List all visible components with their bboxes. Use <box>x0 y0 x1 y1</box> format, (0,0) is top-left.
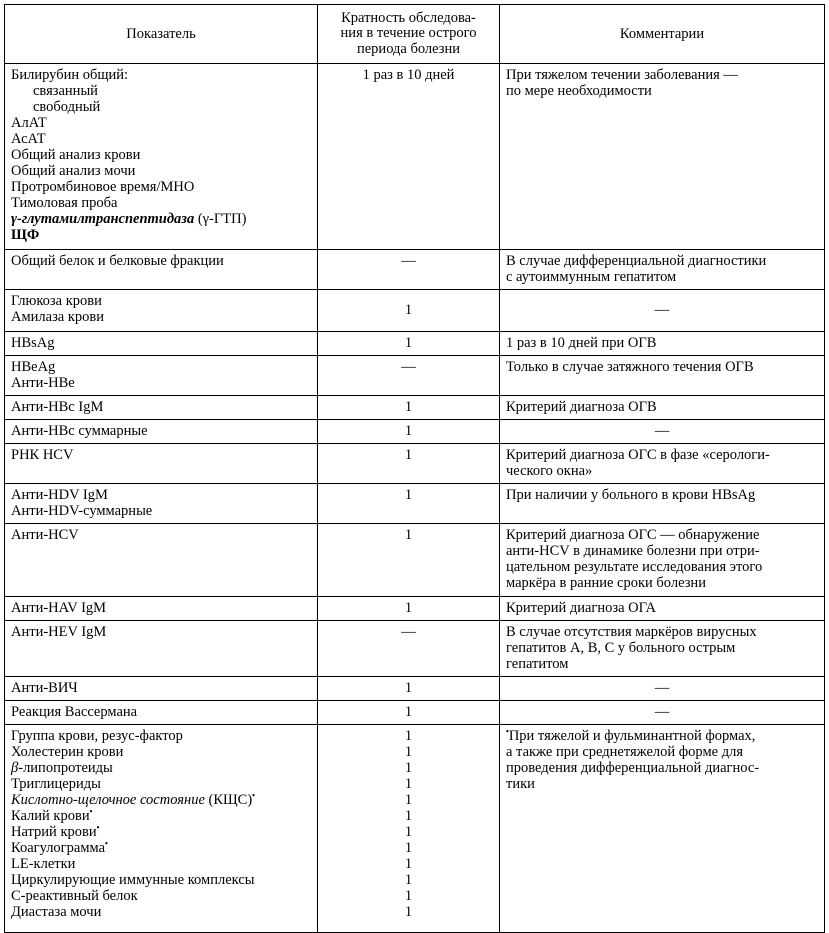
indicator-text: LE-клетки <box>11 856 76 872</box>
comment-text: маркёра в ранние сроки болезни <box>506 575 706 591</box>
frequency-cell <box>318 524 500 597</box>
indicator-text: Анти-HBc суммарные <box>11 423 148 439</box>
indicator-cell <box>5 396 318 420</box>
comment-text: а также при среднетяжелой форме для <box>506 744 743 760</box>
table-row <box>5 484 825 524</box>
footnote-marker-icon: • <box>89 807 93 816</box>
indicator-line <box>11 704 311 720</box>
indicator-line <box>11 487 311 503</box>
indicator-text: Анти-HAV IgM <box>11 600 107 616</box>
comment-text: В случае дифференциальной диагностики <box>506 253 767 269</box>
frequency-value: 1 <box>404 487 413 503</box>
indicator-text: Общий анализ мочи <box>11 163 136 179</box>
comment-text: В случае отсутствия маркёров вирусных <box>506 624 757 640</box>
header-frequency-line: ния в течение острого <box>340 25 477 42</box>
indicator-text: Амилаза крови <box>11 309 105 325</box>
comment-line <box>506 543 818 559</box>
comment-cell <box>500 250 825 290</box>
comment-line <box>506 559 818 575</box>
indicator-text: Анти-HBc IgM <box>11 399 104 415</box>
indicator-text: Холестерин крови <box>11 744 124 760</box>
indicator-text: Анти-HDV IgM <box>11 487 108 503</box>
frequency-cell <box>318 290 500 332</box>
indicator-abbrev: (КЩС) <box>204 792 253 808</box>
frequency-cell <box>318 597 500 621</box>
indicator-line <box>11 67 311 83</box>
comment-cell <box>500 701 825 725</box>
table-row <box>5 290 825 332</box>
frequency-value: 1 <box>404 704 413 720</box>
header-frequency-line: периода болезни <box>356 40 460 57</box>
comment-cell <box>500 64 825 250</box>
comment-cell <box>500 290 825 332</box>
comment-text: Критерий диагноза ОГА <box>506 600 656 616</box>
comment-cell <box>500 396 825 420</box>
comment-line <box>506 83 818 99</box>
table-row <box>5 621 825 677</box>
table-row <box>5 396 825 420</box>
frequency-value: 1 раз в 10 дней <box>362 67 455 83</box>
comment-line <box>506 624 818 640</box>
comment-text: При тяжелой и фульминантной формах, <box>508 728 756 744</box>
indicator-text: Общий белок и белковые фракции <box>11 253 224 269</box>
footnote-marker-icon: • <box>96 823 100 832</box>
indicator-text: Анти-HBe <box>11 375 75 391</box>
indicator-text: Тимоловая проба <box>11 195 118 211</box>
comment-line <box>506 359 818 375</box>
comment-line <box>506 656 818 672</box>
indicator-line <box>11 163 311 179</box>
comment-line <box>506 760 818 776</box>
indicator-text: АлАТ <box>11 115 47 131</box>
indicator-cell <box>5 290 318 332</box>
indicator-line <box>11 840 311 856</box>
comment-text: Только в случае затяжного течения ОГВ <box>506 359 754 375</box>
indicator-text: Коагулограмма <box>11 840 106 856</box>
indicator-line <box>11 527 311 543</box>
indicator-cell <box>5 356 318 396</box>
frequency-value: 1 <box>404 808 413 824</box>
comment-cell <box>500 356 825 396</box>
frequency-value: 1 <box>404 335 413 351</box>
indicator-line <box>11 808 311 824</box>
comment-text: Критерий диагноза ОГВ <box>506 399 657 415</box>
frequency-value: — <box>401 624 416 640</box>
indicator-line <box>11 423 311 439</box>
frequency-cell <box>318 250 500 290</box>
indicator-text: связанный <box>33 83 98 99</box>
indicator-cell <box>5 725 318 933</box>
indicator-text: Глюкоза крови <box>11 293 102 309</box>
table-header-row <box>5 5 825 64</box>
comment-cell <box>500 332 825 356</box>
indicator-line <box>11 309 311 325</box>
frequency-value: 1 <box>404 840 413 856</box>
table-row <box>5 725 825 933</box>
indicator-text: β-липопротеиды <box>11 760 113 776</box>
comment-text: — <box>654 302 670 318</box>
frequency-value: 1 <box>404 728 413 744</box>
indicator-line <box>11 904 311 920</box>
indicator-line <box>11 99 311 115</box>
indicator-line <box>11 872 311 888</box>
comment-line <box>506 399 818 415</box>
comment-line <box>506 527 818 543</box>
comment-line <box>506 600 818 616</box>
comment-line <box>506 744 818 760</box>
indicator-cell <box>5 332 318 356</box>
indicator-cell <box>5 524 318 597</box>
frequency-value: 1 <box>404 302 413 318</box>
frequency-cell <box>318 621 500 677</box>
table-row <box>5 332 825 356</box>
frequency-value: 1 <box>404 904 413 920</box>
indicator-line <box>11 83 311 99</box>
indicator-line <box>11 744 311 760</box>
footnote-marker-icon: • <box>105 839 108 848</box>
comment-text: — <box>654 423 670 439</box>
indicator-line <box>11 503 311 519</box>
indicator-text: Анти-HEV IgM <box>11 624 107 640</box>
indicator-line <box>11 115 311 131</box>
indicator-line <box>11 227 311 243</box>
comment-cell <box>500 621 825 677</box>
indicator-line <box>11 359 311 375</box>
indicator-cell <box>5 597 318 621</box>
indicator-line <box>11 680 311 696</box>
frequency-cell <box>318 356 500 396</box>
header-frequency <box>318 5 500 64</box>
table-row <box>5 250 825 290</box>
comment-text: гепатитом <box>506 656 569 672</box>
comment-cell <box>500 484 825 524</box>
frequency-value: 1 <box>404 792 413 808</box>
frequency-value: 1 <box>404 600 413 616</box>
comment-text: Критерий диагноза ОГС — обнаружение <box>506 527 760 543</box>
comment-text: — <box>654 680 670 696</box>
comment-cell <box>500 677 825 701</box>
indicator-text: С-реактивный белок <box>11 888 138 904</box>
indicator-text: Диастаза мочи <box>11 904 102 920</box>
indicator-text: Билирубин общий: <box>11 67 129 83</box>
indicator-line <box>11 131 311 147</box>
table-row <box>5 524 825 597</box>
comment-line <box>506 680 818 696</box>
header-indicator: Показатель <box>5 5 318 64</box>
comment-text: гепатитов А, В, С у больного острым <box>506 640 736 656</box>
comment-line <box>506 704 818 720</box>
indicator-text: Анти-HDV-суммарные <box>11 503 153 519</box>
indicator-cell <box>5 484 318 524</box>
indicator-line <box>11 147 311 163</box>
comment-text: 1 раз в 10 дней при ОГВ <box>506 335 657 351</box>
indicator-text: Группа крови, резус-фактор <box>11 728 183 744</box>
comment-line <box>506 487 818 503</box>
indicator-text: Анти-HCV <box>11 527 79 543</box>
indicator-line <box>11 253 311 269</box>
frequency-value: — <box>401 359 416 375</box>
comment-line <box>506 253 818 269</box>
table-row <box>5 64 825 250</box>
indicator-text: Калий крови <box>11 808 90 824</box>
frequency-value: 1 <box>404 744 413 760</box>
indicator-line <box>11 195 311 211</box>
indicator-text: ЩФ <box>11 227 40 243</box>
indicator-line <box>11 375 311 391</box>
indicator-cell <box>5 621 318 677</box>
frequency-value: 1 <box>404 824 413 840</box>
frequency-value: — <box>401 253 416 269</box>
indicator-line <box>11 211 311 227</box>
frequency-value: 1 <box>404 872 413 888</box>
header-frequency-line: Кратность обследова- <box>341 9 476 26</box>
examination-table <box>4 4 825 933</box>
comment-line <box>506 640 818 656</box>
indicator-text: Реакция Вассермана <box>11 704 138 720</box>
frequency-value: 1 <box>404 447 413 463</box>
comment-cell <box>500 725 825 933</box>
comment-line <box>506 575 818 591</box>
comment-text: цательном результате исследования этого <box>506 559 763 575</box>
comment-line <box>506 463 818 479</box>
comment-cell <box>500 524 825 597</box>
indicator-text: γ-глутамилтранспептидаза <box>11 211 195 227</box>
comment-line <box>506 269 818 285</box>
comment-line <box>506 335 818 351</box>
comment-text: ческого окна» <box>506 463 593 479</box>
indicator-text: Протромбиновое время/МНО <box>11 179 195 195</box>
frequency-cell <box>318 396 500 420</box>
indicator-cell <box>5 420 318 444</box>
indicator-line <box>11 624 311 640</box>
table-row <box>5 420 825 444</box>
indicator-line <box>11 856 311 872</box>
table-row <box>5 701 825 725</box>
frequency-value: 1 <box>404 888 413 904</box>
frequency-cell <box>318 64 500 250</box>
indicator-text: Натрий крови <box>11 824 97 840</box>
frequency-cell <box>318 444 500 484</box>
footnote-marker-icon: • <box>506 727 509 736</box>
comment-text: При тяжелом течении заболевания — <box>506 67 738 83</box>
frequency-value: 1 <box>404 760 413 776</box>
comment-line <box>506 728 818 744</box>
indicator-text: Анти-ВИЧ <box>11 680 78 696</box>
comment-line <box>506 67 818 83</box>
comment-text: тики <box>506 776 535 792</box>
table-row <box>5 597 825 621</box>
table-row <box>5 356 825 396</box>
table-row <box>5 677 825 701</box>
indicator-abbrev: (γ-ГТП) <box>194 211 247 227</box>
indicator-text: Циркулирующие иммунные комплексы <box>11 872 255 888</box>
comment-text: При наличии у больного в крови HBsAg <box>506 487 756 503</box>
indicator-line <box>11 824 311 840</box>
footnote-marker-icon: • <box>252 791 255 800</box>
indicator-text: АсАТ <box>11 131 46 147</box>
indicator-text: Триглицериды <box>11 776 101 792</box>
frequency-cell <box>318 484 500 524</box>
header-comments: Комментарии <box>500 5 825 64</box>
comment-line <box>506 447 818 463</box>
frequency-cell <box>318 725 500 933</box>
indicator-cell <box>5 64 318 250</box>
indicator-cell <box>5 250 318 290</box>
comment-line <box>506 423 818 439</box>
indicator-cell <box>5 444 318 484</box>
indicator-line <box>11 399 311 415</box>
comment-cell <box>500 420 825 444</box>
indicator-text: HBeAg <box>11 359 56 375</box>
comment-text: с аутоиммунным гепатитом <box>506 269 677 285</box>
indicator-line <box>11 335 311 351</box>
indicator-line <box>11 447 311 463</box>
indicator-cell <box>5 701 318 725</box>
frequency-value: 1 <box>404 856 413 872</box>
comment-text: по мере необходимости <box>506 83 652 99</box>
frequency-value: 1 <box>404 680 413 696</box>
comment-text: — <box>654 704 670 720</box>
indicator-text: РНК HCV <box>11 447 74 463</box>
comment-line <box>506 302 818 318</box>
frequency-value: 1 <box>404 399 413 415</box>
indicator-line <box>11 600 311 616</box>
indicator-cell <box>5 677 318 701</box>
indicator-text: свободный <box>33 99 101 115</box>
indicator-line <box>11 179 311 195</box>
frequency-value: 1 <box>404 423 413 439</box>
indicator-line <box>11 728 311 744</box>
indicator-line <box>11 888 311 904</box>
frequency-cell <box>318 332 500 356</box>
comment-cell <box>500 597 825 621</box>
frequency-cell <box>318 420 500 444</box>
frequency-cell <box>318 701 500 725</box>
comment-line <box>506 776 818 792</box>
comment-text: анти-HCV в динамике болезни при отри- <box>506 543 760 559</box>
indicator-text: Общий анализ крови <box>11 147 141 163</box>
comment-text: Критерий диагноза ОГС в фазе «серологи- <box>506 447 770 463</box>
comment-cell <box>500 444 825 484</box>
indicator-text: Кислотно-щелочное состояние <box>11 792 205 808</box>
comment-text: проведения дифференциальной диагнос- <box>506 760 760 776</box>
frequency-cell <box>318 677 500 701</box>
indicator-line <box>11 760 311 776</box>
frequency-value: 1 <box>404 527 413 543</box>
indicator-text: HBsAg <box>11 335 55 351</box>
table-row <box>5 444 825 484</box>
indicator-line <box>11 792 311 808</box>
frequency-value: 1 <box>404 776 413 792</box>
indicator-line <box>11 293 311 309</box>
indicator-line <box>11 776 311 792</box>
